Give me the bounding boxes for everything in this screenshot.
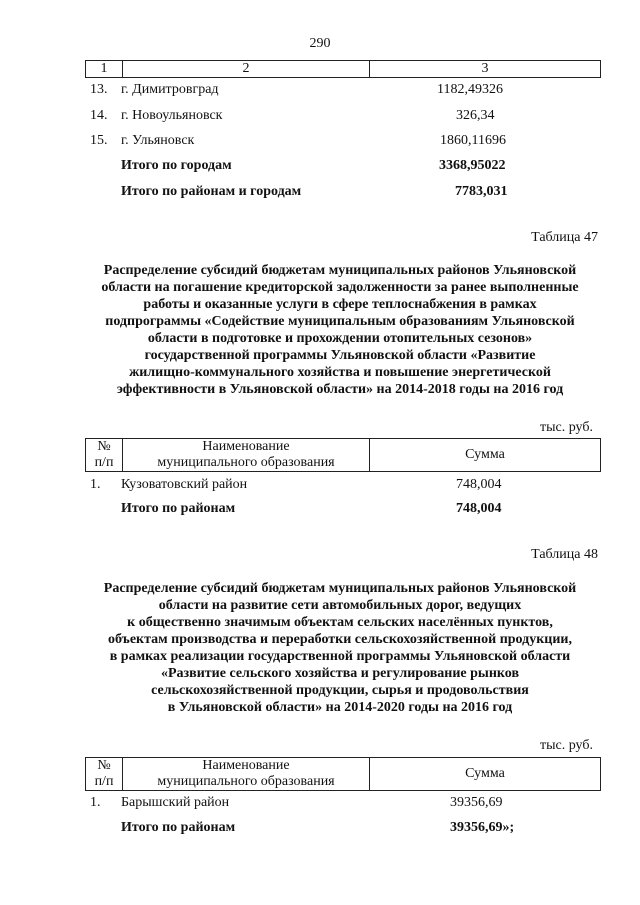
name-header (123, 439, 370, 472)
name-header-line: Наименование (202, 758, 290, 773)
name-header (123, 758, 370, 791)
row-name: Барышский район (121, 795, 230, 810)
num-header-line: п/п (94, 774, 114, 789)
title-line: объектам производства и переработки сельскохозяйственной продукции, (108, 632, 572, 647)
name-header-line: Наименование (202, 439, 290, 454)
row-name: г. Ульяновск (121, 133, 195, 148)
row-name: Кузоватовский район (121, 477, 248, 492)
table-47-unit: тыс. руб. (540, 420, 593, 435)
num-header-line: № (97, 439, 111, 454)
grand-total-label: Итого по районам и городам (121, 184, 302, 199)
row-sum: 1860,11696 (440, 133, 506, 148)
title-line: Распределение субсидий бюджетам муниципальных районов Ульяновской (103, 581, 577, 596)
table-48-unit: тыс. руб. (540, 738, 593, 753)
total-label: Итого по районам (121, 501, 236, 516)
column-header-2: 2 (123, 61, 370, 78)
row-number: 1. (90, 795, 101, 810)
num-header-line: п/п (94, 455, 114, 470)
title-line: Распределение субсидий бюджетам муниципальных районов Ульяновской (103, 263, 577, 278)
title-line: жилищно-коммунального хозяйства и повышение энергетической (129, 365, 551, 380)
num-header-line: № (97, 758, 111, 773)
title-line: области в подготовке и прохождении отопительных сезонов» (147, 331, 533, 346)
name-header-line: муниципального образования (157, 774, 335, 789)
total-sum: 39356,69»; (450, 820, 515, 835)
table-48-label: Таблица 48 (531, 547, 598, 562)
row-sum: 1182,49326 (437, 82, 503, 97)
row-number: 1. (90, 477, 101, 492)
title-line: эффективности в Ульяновской области» на 2014-2018 годы на 2016 год (116, 382, 564, 397)
row-sum: 748,004 (456, 477, 502, 492)
column-header-1: 1 (86, 61, 123, 78)
title-line: государственной программы Ульяновской области «Развитие (144, 348, 536, 363)
title-line: «Развитие сельского хозяйства и регулирование рынков (160, 666, 520, 681)
total-label: Итого по городам (121, 158, 232, 173)
title-line: подпрограммы «Содействие муниципальным образованиям Ульяновской (105, 314, 575, 329)
name-header-line: муниципального образования (157, 455, 335, 470)
title-line: сельскохозяйственной продукции, сырья и продовольствия (151, 683, 529, 698)
row-sum: 39356,69 (450, 795, 503, 810)
table-47-header (85, 438, 601, 472)
sum-header: Сумма (370, 439, 601, 472)
grand-total-sum: 7783,031 (455, 184, 508, 199)
title-line: области на погашение кредиторской задолженности за ранее выполненные (101, 280, 579, 295)
table-47-title (60, 262, 620, 398)
title-line: в Ульяновской области» на 2014-2020 годы на 2016 год (167, 700, 513, 715)
title-line: работы и оказанные услуги в сфере теплоснабжения в рамках (143, 297, 537, 312)
title-line: области на развитие сети автомобильных дорог, ведущих (158, 598, 522, 613)
row-name: г. Новоульяновск (121, 108, 223, 123)
total-sum: 748,004 (456, 501, 502, 516)
row-number: 13. (90, 82, 108, 97)
title-line: к общественно значимым объектам сельских населённых пунктов, (127, 615, 553, 630)
total-sum: 3368,95022 (439, 158, 506, 173)
table-48-header (85, 757, 601, 791)
num-header (86, 439, 123, 472)
table-47-label: Таблица 47 (531, 230, 598, 245)
total-label: Итого по районам (121, 820, 236, 835)
num-header (86, 758, 123, 791)
row-number: 15. (90, 133, 108, 148)
row-sum: 326,34 (456, 108, 495, 123)
table-48-title (60, 580, 620, 716)
page-number: 290 (309, 36, 331, 51)
continuation-table-header (85, 60, 601, 78)
row-number: 14. (90, 108, 108, 123)
sum-header: Сумма (370, 758, 601, 791)
title-line: в рамках реализации государственной программы Ульяновской области (109, 649, 571, 664)
row-name: г. Димитровград (121, 82, 219, 97)
column-header-3: 3 (370, 61, 601, 78)
